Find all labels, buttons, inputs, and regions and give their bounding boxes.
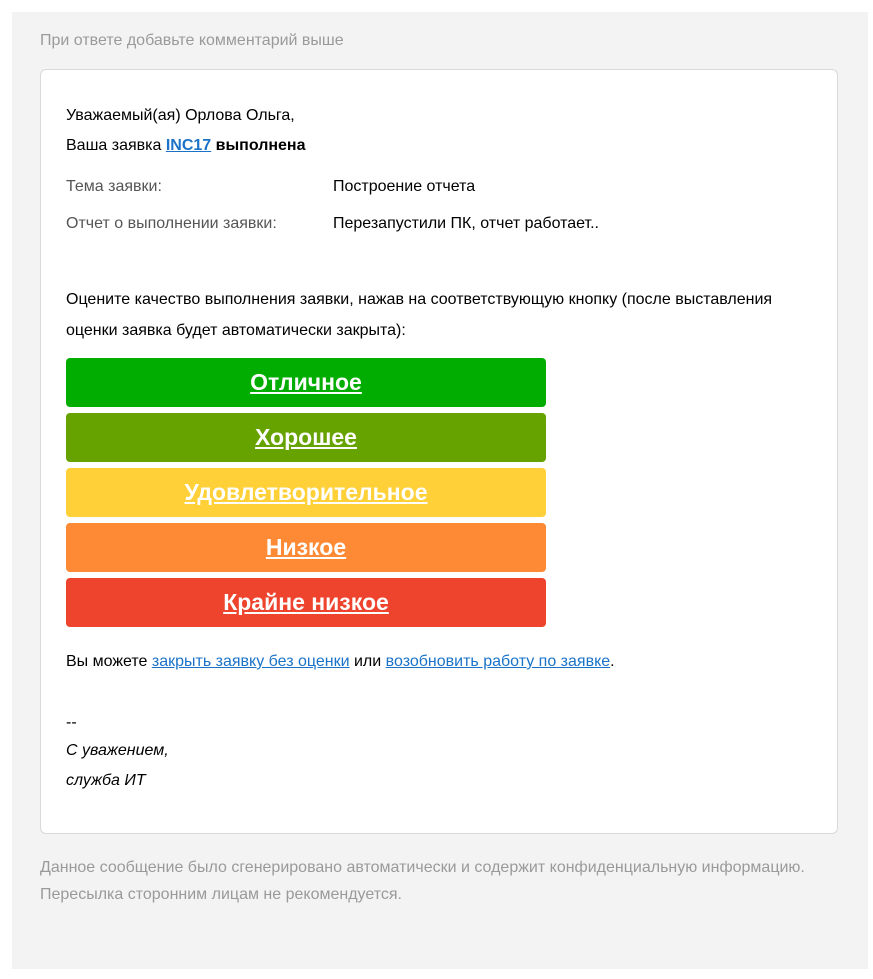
actions-middle: или: [349, 653, 386, 670]
signature-team: служба ИТ: [66, 772, 146, 789]
message-card: [40, 69, 838, 834]
topic-row: [66, 177, 475, 197]
rate-low-button[interactable]: Низкое: [66, 523, 546, 572]
topic-label: Тема заявки:: [66, 178, 162, 195]
request-status-line: [66, 136, 305, 156]
rate-good-button[interactable]: Хорошее: [66, 413, 546, 462]
email-background: [12, 12, 868, 969]
reply-hint: При ответе добавьте комментарий выше: [40, 32, 344, 49]
greeting: Уважаемый(ая) Орлова Ольга,: [66, 107, 295, 124]
signature-separator: --: [66, 714, 77, 731]
close-without-rating-link[interactable]: закрыть заявку без оценки: [151, 653, 350, 670]
rate-satisfactory-button[interactable]: Удовлетворительное: [66, 468, 546, 517]
report-row: [66, 214, 599, 234]
signature-regards: С уважением,: [66, 742, 169, 759]
footer-confidential: Данное сообщение было сгенерировано автоматически и содержит конфиденциальную информацию.: [40, 859, 805, 876]
report-label: Отчет о выполнении заявки:: [66, 215, 277, 232]
request-status: выполнена: [211, 137, 306, 154]
topic-value: Построение отчета: [333, 178, 476, 195]
actions-suffix: .: [610, 653, 615, 670]
rate-prompt: Оцените качество выполнения заявки, нажав на соответствующую кнопку (после выставления оценки заявка будет автоматически закрыта):: [66, 291, 773, 339]
actions-prefix: Вы можете: [66, 653, 152, 670]
footer-disclaimer: [40, 854, 820, 908]
rate-very-low-button[interactable]: Крайне низкое: [66, 578, 546, 627]
footer-forwarding: Пересылка сторонним лицам не рекомендуется.: [40, 886, 402, 903]
resume-request-link[interactable]: возобновить работу по заявке: [385, 653, 611, 670]
report-value: Перезапустили ПК, отчет работает..: [333, 215, 599, 232]
request-prefix: Ваша заявка: [66, 137, 166, 154]
request-id-link[interactable]: INC17: [165, 137, 212, 154]
rate-excellent-button[interactable]: Отличное: [66, 358, 546, 407]
actions-line: [66, 652, 615, 672]
